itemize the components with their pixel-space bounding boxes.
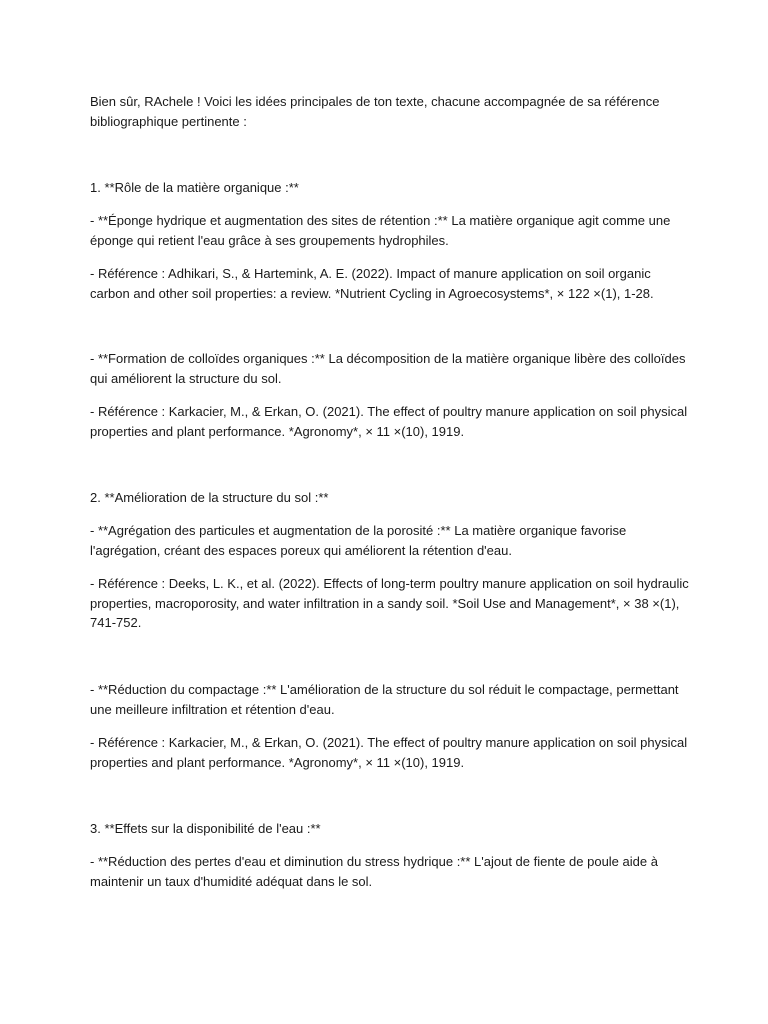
section-3-heading: 3. **Effets sur la disponibilité de l'eau :** xyxy=(90,821,321,836)
section-2-heading: 2. **Amélioration de la structure du sol :** xyxy=(90,490,329,505)
section-2-point-2: - **Réduction du compactage :** L'amélioration de la structure du sol réduit le compactage, permettant une meilleure infiltration et rétention d'eau. xyxy=(90,682,679,717)
section-2-point-2-reference: - Référence : Karkacier, M., & Erkan, O. (2021). The effect of poultry manure application on soil physical properties and plant performance. *Agronomy*, × 11 ×(10), 1919. xyxy=(90,735,688,770)
section-1-point-2: - **Formation de colloïdes organiques :** La décomposition de la matière organique libère des colloïdes qui améliorent la structure du sol. xyxy=(90,351,686,386)
section-1-heading: 1. **Rôle de la matière organique :** xyxy=(90,180,299,195)
section-1-point-2-reference: - Référence : Karkacier, M., & Erkan, O. (2021). The effect of poultry manure application on soil physical properties and plant performance. *Agronomy*, × 11 ×(10), 1919. xyxy=(90,404,688,439)
section-1-point-1-reference: - Référence : Adhikari, S., & Hartemink, A. E. (2022). Impact of manure application on soil organic carbon and other soil properties: a review. *Nutrient Cycling in Agroecosystems*, × 122 ×(1), 1-28. xyxy=(90,266,654,301)
section-1-point-1: - **Éponge hydrique et augmentation des sites de rétention :** La matière organique agit comme une éponge qui retient l'eau grâce à ses groupements hydrophiles. xyxy=(90,213,671,248)
section-3-point-1: - **Réduction des pertes d'eau et diminution du stress hydrique :** L'ajout de fiente de poule aide à maintenir un taux d'humidité adéquat dans le sol. xyxy=(90,854,658,889)
intro-paragraph: Bien sûr, RAchele ! Voici les idées principales de ton texte, chacune accompagnée de sa référence bibliographique pertinente : xyxy=(90,94,660,129)
section-2-point-1: - **Agrégation des particules et augmentation de la porosité :** La matière organique favorise l'agrégation, créant des espaces poreux qui améliorent la rétention d'eau. xyxy=(90,523,627,558)
section-2-point-1-reference: - Référence : Deeks, L. K., et al. (2022). Effects of long-term poultry manure application on soil hydraulic properties, macroporosity, and water infiltration in a sandy soil. *Soil Use and Management*, × 38 ×(1), 741-752. xyxy=(90,576,689,630)
